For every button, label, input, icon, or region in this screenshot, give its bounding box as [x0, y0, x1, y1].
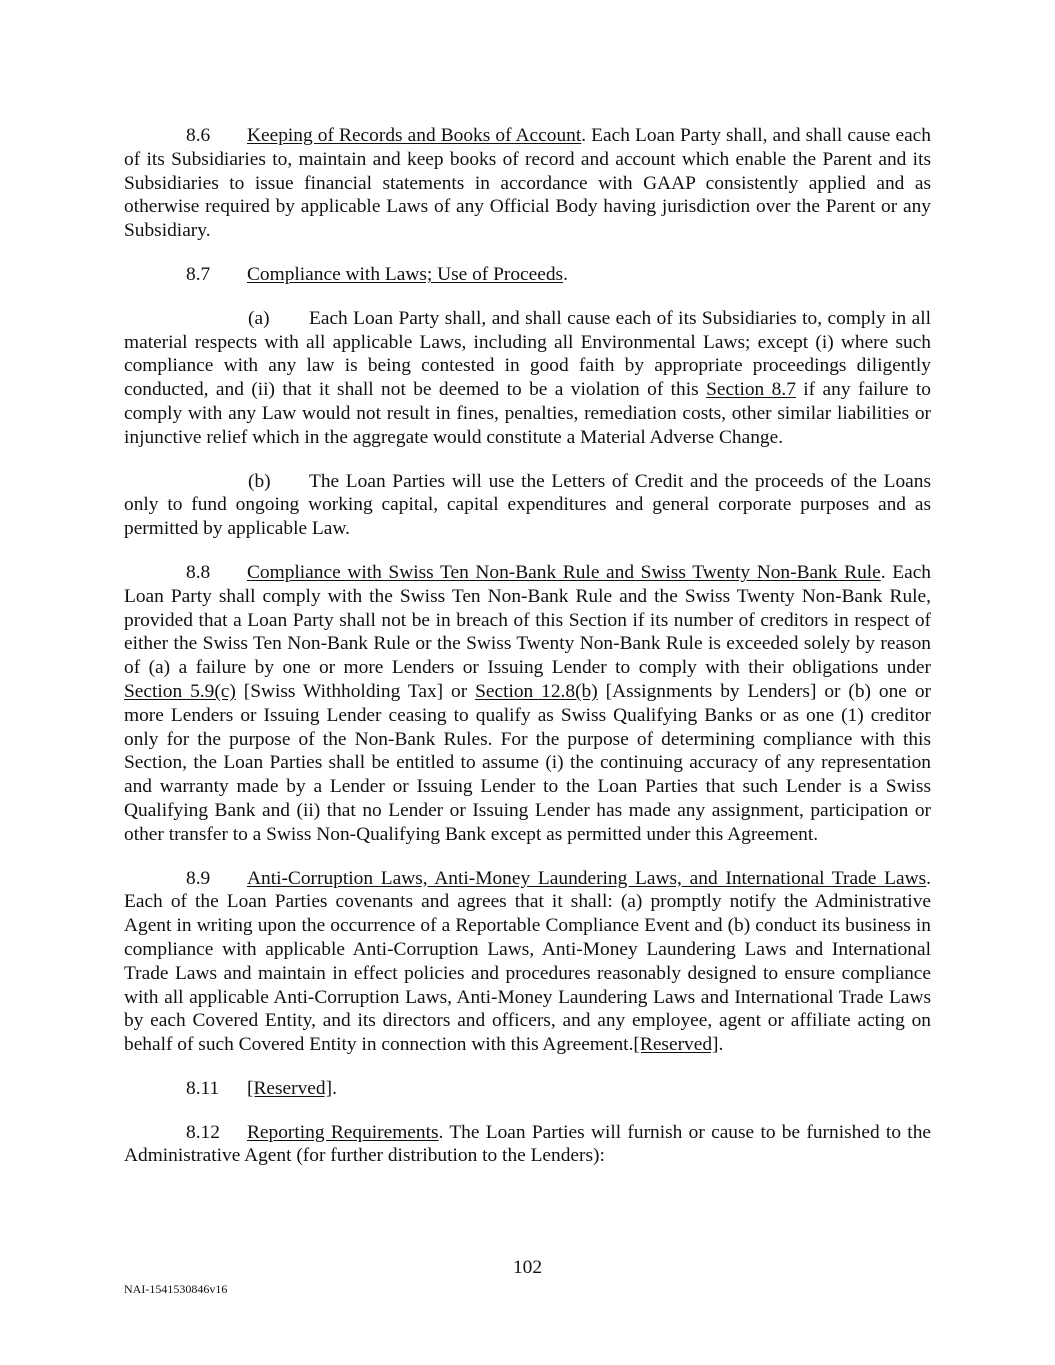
section-text: if any failure to comply with any Law would not result in fines, penalties, remediation costs, other similar liabilities or injunctive relief which in the aggregate would constitute a Material Adverse Change. — [124, 379, 931, 448]
section-title: Anti-Corruption Laws, Anti-Money Laundering Laws, and International Trade Laws — [247, 867, 927, 889]
subsection-number: (b) — [248, 470, 271, 492]
section-title: Keeping of Records and Books of Account — [247, 125, 582, 146]
section-number: 8.7 — [186, 263, 211, 285]
section-text: The Loan Parties will use the Letters of Credit and the proceeds of the Loans only to fund ongoing working capital, capital expenditures and general corporate purposes and as permitted by applicable Law. — [124, 470, 931, 540]
section-title: Compliance with Swiss Ten Non-Bank Rule and Swiss Twenty Non-Bank Rule — [247, 561, 881, 583]
section-text: . Each Loan Party shall, and shall cause each of its Subsidiaries to, maintain and keep books of record and account which enable the Parent and its Subsidiaries to issue financial statements in accordance with GAAP consistently applied and as otherwise required by applicable Laws of any Official Body having jurisdiction over the Parent or any Subsidiary. — [124, 125, 931, 242]
document-id: NAI-1541530846v16 — [124, 1282, 228, 1296]
section-number: 8.12 — [186, 1121, 220, 1143]
section-title: [Reserved] — [247, 1077, 333, 1099]
section-8-11 — [124, 1077, 931, 1101]
section-number: 8.11 — [186, 1077, 220, 1099]
section-8-7 — [124, 263, 931, 287]
section-text: [Assignments by Lenders] or (b) one or more Lenders or Issuing Lender ceasing to qualify as Swiss Qualifying Banks or as one (1) creditor only for the purpose of the Non-Bank Rules. For the purpose of determining compliance with this Section, the Loan Parties shall be entitled to assume (i) the continuing accuracy of any representation and warranty made by a Lender or Issuing Lender to the Loan Parties that such Lender is a Swiss Qualifying Bank and (ii) that no Lender or Issuing Lender has made any assignment, participation or other transfer to a Swiss Non-Qualifying Bank except as permitted under this Agreement. — [124, 680, 931, 845]
subsection-8-7-b — [124, 470, 931, 541]
section-text: . — [332, 1077, 337, 1099]
document-body — [124, 124, 931, 1188]
section-number: 8.9 — [186, 867, 211, 889]
section-text: . Each of the Loan Parties covenants and agrees that it shall: (a) promptly notify the Administrative Agent in writing upon the occurrence of a Reportable Compliance Event and (b) conduct its business in compliance with applicable Anti-Corruption Laws, Anti-Money Laundering Laws and International Trade Laws and maintain in effect policies and procedures reasonably designed to ensure compliance with all applicable Anti-Corruption Laws, Anti-Money Laundering Laws and International Trade Laws by each Covered Entity, and its directors and officers, and any employee, agent or affiliate acting on behalf of such Covered Entity in connection with this Agreement. — [124, 867, 931, 1056]
reserved-marker: [Reserved] — [633, 1034, 719, 1056]
section-text: . — [718, 1034, 724, 1056]
section-title: Compliance with Laws; Use of Proceeds — [247, 263, 564, 285]
section-8-9 — [124, 867, 931, 1057]
cross-reference: Section 12.8(b) — [475, 680, 598, 702]
section-8-12 — [124, 1121, 931, 1169]
section-title: Reporting Requirements — [247, 1121, 439, 1143]
section-number: 8.8 — [186, 561, 211, 583]
subsection-number: (a) — [248, 307, 270, 329]
section-8-8 — [124, 561, 931, 847]
page-number: 102 — [512, 1257, 543, 1278]
section-text: . Each Loan Party shall comply with the Swiss Ten Non-Bank Rule and the Swiss Twenty Non-Bank Rule, provided that a Loan Party shall not be in breach of this Section if its number of creditors in respect of either the Swiss Ten Non-Bank Rule or the Swiss Twenty Non-Bank Rule is exceeded solely by reason of (a) a failure by one or more Lenders or Issuing Lender to comply with their obligations under — [124, 561, 931, 679]
cross-reference: Section 8.7 — [706, 379, 796, 401]
section-8-6 — [124, 124, 931, 243]
section-text: Each Loan Party shall, and shall cause each of its Subsidiaries to, comply in all material respects with all applicable Laws, including all Environmental Laws; except (i) where such compliance with any law is being contested in good faith by appropriate proceedings diligently conducted, and (ii) that it shall not be deemed to be a violation of this — [124, 307, 931, 401]
section-text: [Swiss Withholding Tax] or — [235, 680, 476, 702]
subsection-8-7-a — [124, 307, 931, 450]
section-text: . — [563, 263, 568, 285]
section-number: 8.6 — [186, 125, 211, 146]
section-text: . The Loan Parties will furnish or cause to be furnished to the Administrative Agent (for further distribution to the Lenders): — [124, 1121, 931, 1167]
cross-reference: Section 5.9(c) — [124, 680, 236, 702]
